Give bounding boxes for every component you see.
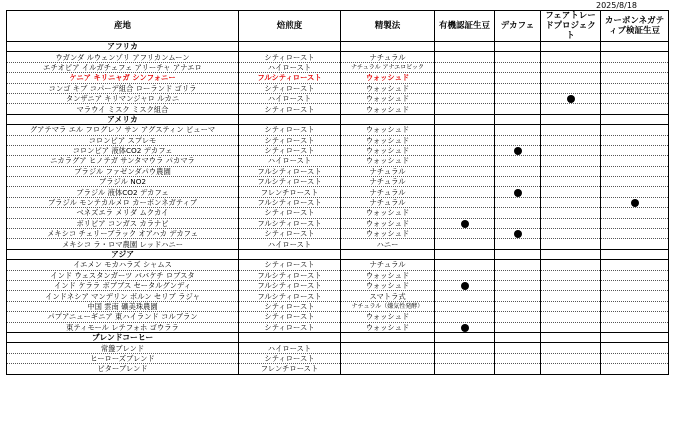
- decaf-cell: [495, 343, 541, 353]
- decaf-cell: [495, 364, 541, 374]
- process-cell: ナチュラル: [341, 187, 435, 197]
- carbon-cell: [601, 52, 669, 62]
- origin-cell: インド ケララ ボブブス セータルグンディ: [7, 280, 239, 290]
- fair-cell: [541, 125, 601, 135]
- roast-cell: [239, 332, 341, 342]
- fair-cell: [541, 280, 601, 290]
- flag-cell: [495, 42, 541, 52]
- fair-cell: [541, 83, 601, 93]
- process-cell: ハニー: [341, 239, 435, 249]
- carbon-cell: [601, 62, 669, 72]
- carbon-cell: [601, 125, 669, 135]
- decaf-cell: [495, 218, 541, 228]
- flag-cell: [435, 42, 495, 52]
- flag-cell: [601, 114, 669, 124]
- check-dot-icon: [461, 282, 469, 290]
- header-organic: 有機認証生豆: [435, 11, 495, 42]
- roast-cell: [239, 114, 341, 124]
- process-cell: ウォッシュド: [341, 229, 435, 239]
- decaf-cell: [495, 229, 541, 239]
- origin-cell: タンザニア キリマンジャロ ルカニ: [7, 93, 239, 103]
- process-cell: ウォッシュド: [341, 280, 435, 290]
- fair-cell: [541, 73, 601, 83]
- fair-cell: [541, 104, 601, 114]
- roast-cell: [239, 249, 341, 259]
- decaf-cell: [495, 145, 541, 155]
- table-row: [7, 135, 669, 145]
- fair-cell: [541, 270, 601, 280]
- fair-cell: [541, 291, 601, 301]
- process-cell: ウォッシュド: [341, 93, 435, 103]
- table-body: [7, 42, 669, 375]
- process-cell: ナチュラル: [341, 197, 435, 207]
- roast-cell: シティロースト: [239, 301, 341, 311]
- origin-cell: ブラジル NO2: [7, 177, 239, 187]
- organic-cell: [435, 125, 495, 135]
- process-cell: ウォッシュド: [341, 270, 435, 280]
- header-row: [7, 11, 669, 42]
- organic-cell: [435, 177, 495, 187]
- fair-cell: [541, 197, 601, 207]
- process-cell: ウォッシュド: [341, 156, 435, 166]
- carbon-cell: [601, 301, 669, 311]
- table-row: [7, 229, 669, 239]
- decaf-cell: [495, 260, 541, 270]
- table-row: [7, 83, 669, 93]
- process-cell: [341, 249, 435, 259]
- process-cell: ウォッシュド: [341, 125, 435, 135]
- flag-cell: [495, 114, 541, 124]
- check-dot-icon: [567, 95, 575, 103]
- origin-cell: 東ティモール レテフォホ ゴウララ: [7, 322, 239, 332]
- fair-cell: [541, 208, 601, 218]
- origin-cell: ウガンダ ルウェンゾリ アフリカンムーン: [7, 52, 239, 62]
- process-cell: [341, 343, 435, 353]
- fair-cell: [541, 260, 601, 270]
- fair-cell: [541, 322, 601, 332]
- carbon-cell: [601, 73, 669, 83]
- organic-cell: [435, 301, 495, 311]
- process-cell: [341, 353, 435, 363]
- organic-cell: [435, 291, 495, 301]
- decaf-cell: [495, 166, 541, 176]
- fair-cell: [541, 135, 601, 145]
- roast-cell: フルシティロースト: [239, 291, 341, 301]
- organic-cell: [435, 208, 495, 218]
- category-row: [7, 114, 669, 124]
- table-row: [7, 260, 669, 270]
- carbon-cell: [601, 93, 669, 103]
- decaf-cell: [495, 197, 541, 207]
- organic-cell: [435, 353, 495, 363]
- decaf-cell: [495, 156, 541, 166]
- decaf-cell: [495, 239, 541, 249]
- roast-cell: シティロースト: [239, 104, 341, 114]
- roast-cell: シティロースト: [239, 312, 341, 322]
- category-label: アメリカ: [7, 114, 239, 124]
- roast-cell: シティロースト: [239, 52, 341, 62]
- process-cell: ウォッシュド: [341, 135, 435, 145]
- fair-cell: [541, 218, 601, 228]
- roast-cell: フレンチロースト: [239, 187, 341, 197]
- carbon-cell: [601, 197, 669, 207]
- origin-cell: 常盤ブレンド: [7, 343, 239, 353]
- process-cell: ウォッシュド: [341, 73, 435, 83]
- process-cell: ナチュラル: [341, 177, 435, 187]
- process-cell: ナチュラル: [341, 260, 435, 270]
- organic-cell: [435, 83, 495, 93]
- fair-cell: [541, 229, 601, 239]
- decaf-cell: [495, 104, 541, 114]
- table-row: [7, 197, 669, 207]
- flag-cell: [601, 42, 669, 52]
- process-cell: ウォッシュド: [341, 218, 435, 228]
- flag-cell: [541, 332, 601, 342]
- fair-cell: [541, 52, 601, 62]
- carbon-cell: [601, 291, 669, 301]
- process-cell: [341, 364, 435, 374]
- origin-cell: メキシコ チェリーブラック オアハカ デカフェ: [7, 229, 239, 239]
- organic-cell: [435, 166, 495, 176]
- process-cell: ウォッシュド: [341, 208, 435, 218]
- organic-cell: [435, 93, 495, 103]
- roast-cell: シティロースト: [239, 125, 341, 135]
- decaf-cell: [495, 135, 541, 145]
- decaf-cell: [495, 322, 541, 332]
- origin-cell: ケニア キリニャガ シンフォニー: [7, 73, 239, 83]
- origin-cell: コロンビア スプレモ: [7, 135, 239, 145]
- check-dot-icon: [631, 199, 639, 207]
- organic-cell: [435, 156, 495, 166]
- carbon-cell: [601, 156, 669, 166]
- carbon-cell: [601, 166, 669, 176]
- table-row: [7, 145, 669, 155]
- check-dot-icon: [514, 147, 522, 155]
- origin-cell: ブラジル 液体CO2 デカフェ: [7, 187, 239, 197]
- carbon-cell: [601, 177, 669, 187]
- carbon-cell: [601, 270, 669, 280]
- check-dot-icon: [461, 324, 469, 332]
- roast-cell: フルシティロースト: [239, 218, 341, 228]
- roast-cell: シティロースト: [239, 145, 341, 155]
- check-dot-icon: [514, 189, 522, 197]
- roast-cell: シティロースト: [239, 208, 341, 218]
- decaf-cell: [495, 177, 541, 187]
- origin-cell: コンゴ キブ コパーデ組合 ローランド ゴリラ: [7, 83, 239, 93]
- decaf-cell: [495, 291, 541, 301]
- origin-cell: パプアニューギニア 東ハイランド コルブラン: [7, 312, 239, 322]
- header-process: 精製法: [341, 11, 435, 42]
- decaf-cell: [495, 353, 541, 363]
- process-cell: [341, 332, 435, 342]
- roast-cell: ハイロースト: [239, 343, 341, 353]
- process-cell: ナチュラル アナエロビック: [341, 62, 435, 72]
- roast-cell: [239, 42, 341, 52]
- process-cell: ウォッシュド: [341, 104, 435, 114]
- report-date: 2025/8/18: [596, 1, 638, 10]
- carbon-cell: [601, 280, 669, 290]
- origin-cell: ベネズエラ メリダ ムクカイ: [7, 208, 239, 218]
- roast-cell: フルシティロースト: [239, 177, 341, 187]
- table-row: [7, 52, 669, 62]
- origin-cell: ヒーローズブレンド: [7, 353, 239, 363]
- organic-cell: [435, 312, 495, 322]
- check-dot-icon: [514, 230, 522, 238]
- decaf-cell: [495, 93, 541, 103]
- roast-cell: シティロースト: [239, 260, 341, 270]
- decaf-cell: [495, 83, 541, 93]
- organic-cell: [435, 239, 495, 249]
- origin-cell: エチオピア イルガチェフェ アリーチャ アナエロ: [7, 62, 239, 72]
- fair-cell: [541, 166, 601, 176]
- carbon-cell: [601, 260, 669, 270]
- origin-cell: 中国 雲南 礦美珠農園: [7, 301, 239, 311]
- roast-cell: フルシティロースト: [239, 166, 341, 176]
- table-row: [7, 291, 669, 301]
- header-decaf: デカフェ: [495, 11, 541, 42]
- origin-cell: ブラジル モンテカルメロ カーボンネガティブ: [7, 197, 239, 207]
- organic-cell: [435, 135, 495, 145]
- process-cell: ウォッシュド: [341, 145, 435, 155]
- carbon-cell: [601, 135, 669, 145]
- table-row: [7, 312, 669, 322]
- decaf-cell: [495, 312, 541, 322]
- decaf-cell: [495, 73, 541, 83]
- fair-cell: [541, 364, 601, 374]
- table-row: [7, 218, 669, 228]
- fair-cell: [541, 177, 601, 187]
- decaf-cell: [495, 62, 541, 72]
- carbon-cell: [601, 322, 669, 332]
- roast-cell: フルシティロースト: [239, 270, 341, 280]
- process-cell: スマトラ式: [341, 291, 435, 301]
- roast-cell: ハイロースト: [239, 93, 341, 103]
- category-label: ブレンドコーヒー: [7, 332, 239, 342]
- organic-cell: [435, 187, 495, 197]
- carbon-cell: [601, 343, 669, 353]
- roast-cell: フルシティロースト: [239, 73, 341, 83]
- decaf-cell: [495, 52, 541, 62]
- table-row: [7, 125, 669, 135]
- carbon-cell: [601, 239, 669, 249]
- decaf-cell: [495, 125, 541, 135]
- carbon-cell: [601, 187, 669, 197]
- organic-cell: [435, 197, 495, 207]
- table-row: [7, 177, 669, 187]
- fair-cell: [541, 343, 601, 353]
- origin-cell: ニカラグア ヒノテガ サンタマウラ パカマラ: [7, 156, 239, 166]
- roast-cell: シティロースト: [239, 83, 341, 93]
- organic-cell: [435, 104, 495, 114]
- fair-cell: [541, 156, 601, 166]
- carbon-cell: [601, 208, 669, 218]
- check-dot-icon: [461, 220, 469, 228]
- flag-cell: [435, 114, 495, 124]
- roast-cell: フレンチロースト: [239, 364, 341, 374]
- carbon-cell: [601, 229, 669, 239]
- roast-cell: シティロースト: [239, 322, 341, 332]
- table-row: [7, 280, 669, 290]
- header-carbon: カーボンネガティブ検証生豆: [601, 11, 669, 42]
- organic-cell: [435, 218, 495, 228]
- flag-cell: [541, 114, 601, 124]
- organic-cell: [435, 145, 495, 155]
- table-row: [7, 270, 669, 280]
- table-row: [7, 343, 669, 353]
- carbon-cell: [601, 218, 669, 228]
- carbon-cell: [601, 364, 669, 374]
- organic-cell: [435, 52, 495, 62]
- table-row: [7, 301, 669, 311]
- roast-cell: シティロースト: [239, 229, 341, 239]
- organic-cell: [435, 62, 495, 72]
- organic-cell: [435, 322, 495, 332]
- fair-cell: [541, 62, 601, 72]
- table-row: [7, 62, 669, 72]
- origin-cell: コロンビア 液体CO2 デカフェ: [7, 145, 239, 155]
- process-cell: [341, 114, 435, 124]
- fair-cell: [541, 93, 601, 103]
- flag-cell: [435, 332, 495, 342]
- process-cell: ナチュラル（嫌気性発酵）: [341, 301, 435, 311]
- flag-cell: [435, 249, 495, 259]
- category-label: アフリカ: [7, 42, 239, 52]
- origin-cell: メキシコ ラ・ロマ農園 レッドハニー: [7, 239, 239, 249]
- category-row: [7, 249, 669, 259]
- organic-cell: [435, 73, 495, 83]
- origin-cell: マラウイ ミスク ミスク組合: [7, 104, 239, 114]
- flag-cell: [495, 249, 541, 259]
- roast-cell: シティロースト: [239, 353, 341, 363]
- origin-cell: イエメン モカハラズ シャムス: [7, 260, 239, 270]
- fair-cell: [541, 312, 601, 322]
- header-roast: 焙煎度: [239, 11, 341, 42]
- carbon-cell: [601, 353, 669, 363]
- roast-cell: ハイロースト: [239, 62, 341, 72]
- table-row: [7, 73, 669, 83]
- table-row: [7, 93, 669, 103]
- process-cell: ウォッシュド: [341, 83, 435, 93]
- carbon-cell: [601, 145, 669, 155]
- fair-cell: [541, 187, 601, 197]
- decaf-cell: [495, 270, 541, 280]
- flag-cell: [541, 42, 601, 52]
- process-cell: ナチュラル: [341, 52, 435, 62]
- table-row: [7, 322, 669, 332]
- carbon-cell: [601, 104, 669, 114]
- fair-cell: [541, 239, 601, 249]
- organic-cell: [435, 343, 495, 353]
- table-row: [7, 166, 669, 176]
- process-cell: ウォッシュド: [341, 312, 435, 322]
- fair-cell: [541, 353, 601, 363]
- flag-cell: [495, 332, 541, 342]
- roast-cell: ハイロースト: [239, 239, 341, 249]
- origin-cell: ブラジル ファゼンダパウ農園: [7, 166, 239, 176]
- origin-cell: グアテマラ エル フログレソ サン アグスティン ビューマ: [7, 125, 239, 135]
- origin-cell: インド ウェスタンガーツ ババケチ ロブスタ: [7, 270, 239, 280]
- organic-cell: [435, 270, 495, 280]
- table-row: [7, 156, 669, 166]
- flag-cell: [601, 332, 669, 342]
- carbon-cell: [601, 83, 669, 93]
- fair-cell: [541, 145, 601, 155]
- flag-cell: [541, 249, 601, 259]
- origin-cell: ビターブレンド: [7, 364, 239, 374]
- category-row: [7, 42, 669, 52]
- process-cell: [341, 42, 435, 52]
- organic-cell: [435, 364, 495, 374]
- table-row: [7, 104, 669, 114]
- organic-cell: [435, 260, 495, 270]
- decaf-cell: [495, 301, 541, 311]
- decaf-cell: [495, 187, 541, 197]
- roast-cell: ハイロースト: [239, 156, 341, 166]
- organic-cell: [435, 280, 495, 290]
- carbon-cell: [601, 312, 669, 322]
- process-cell: ウォッシュド: [341, 322, 435, 332]
- decaf-cell: [495, 280, 541, 290]
- coffee-bean-table: [6, 10, 669, 375]
- roast-cell: シティロースト: [239, 135, 341, 145]
- category-label: アジア: [7, 249, 239, 259]
- origin-cell: ボリビア コンガス カラナビ: [7, 218, 239, 228]
- flag-cell: [601, 249, 669, 259]
- header-fairtrade: フェアトレードプロジェクト: [541, 11, 601, 42]
- roast-cell: フルシティロースト: [239, 197, 341, 207]
- origin-cell: インドネシア マンデリン ボルン セリブ ラジャ: [7, 291, 239, 301]
- category-row: [7, 332, 669, 342]
- table-row: [7, 208, 669, 218]
- decaf-cell: [495, 208, 541, 218]
- fair-cell: [541, 301, 601, 311]
- table-row: [7, 353, 669, 363]
- header-origin: 産地: [7, 11, 239, 42]
- table-row: [7, 364, 669, 374]
- organic-cell: [435, 229, 495, 239]
- table-row: [7, 239, 669, 249]
- table-row: [7, 187, 669, 197]
- process-cell: ナチュラル: [341, 166, 435, 176]
- roast-cell: フルシティロースト: [239, 280, 341, 290]
